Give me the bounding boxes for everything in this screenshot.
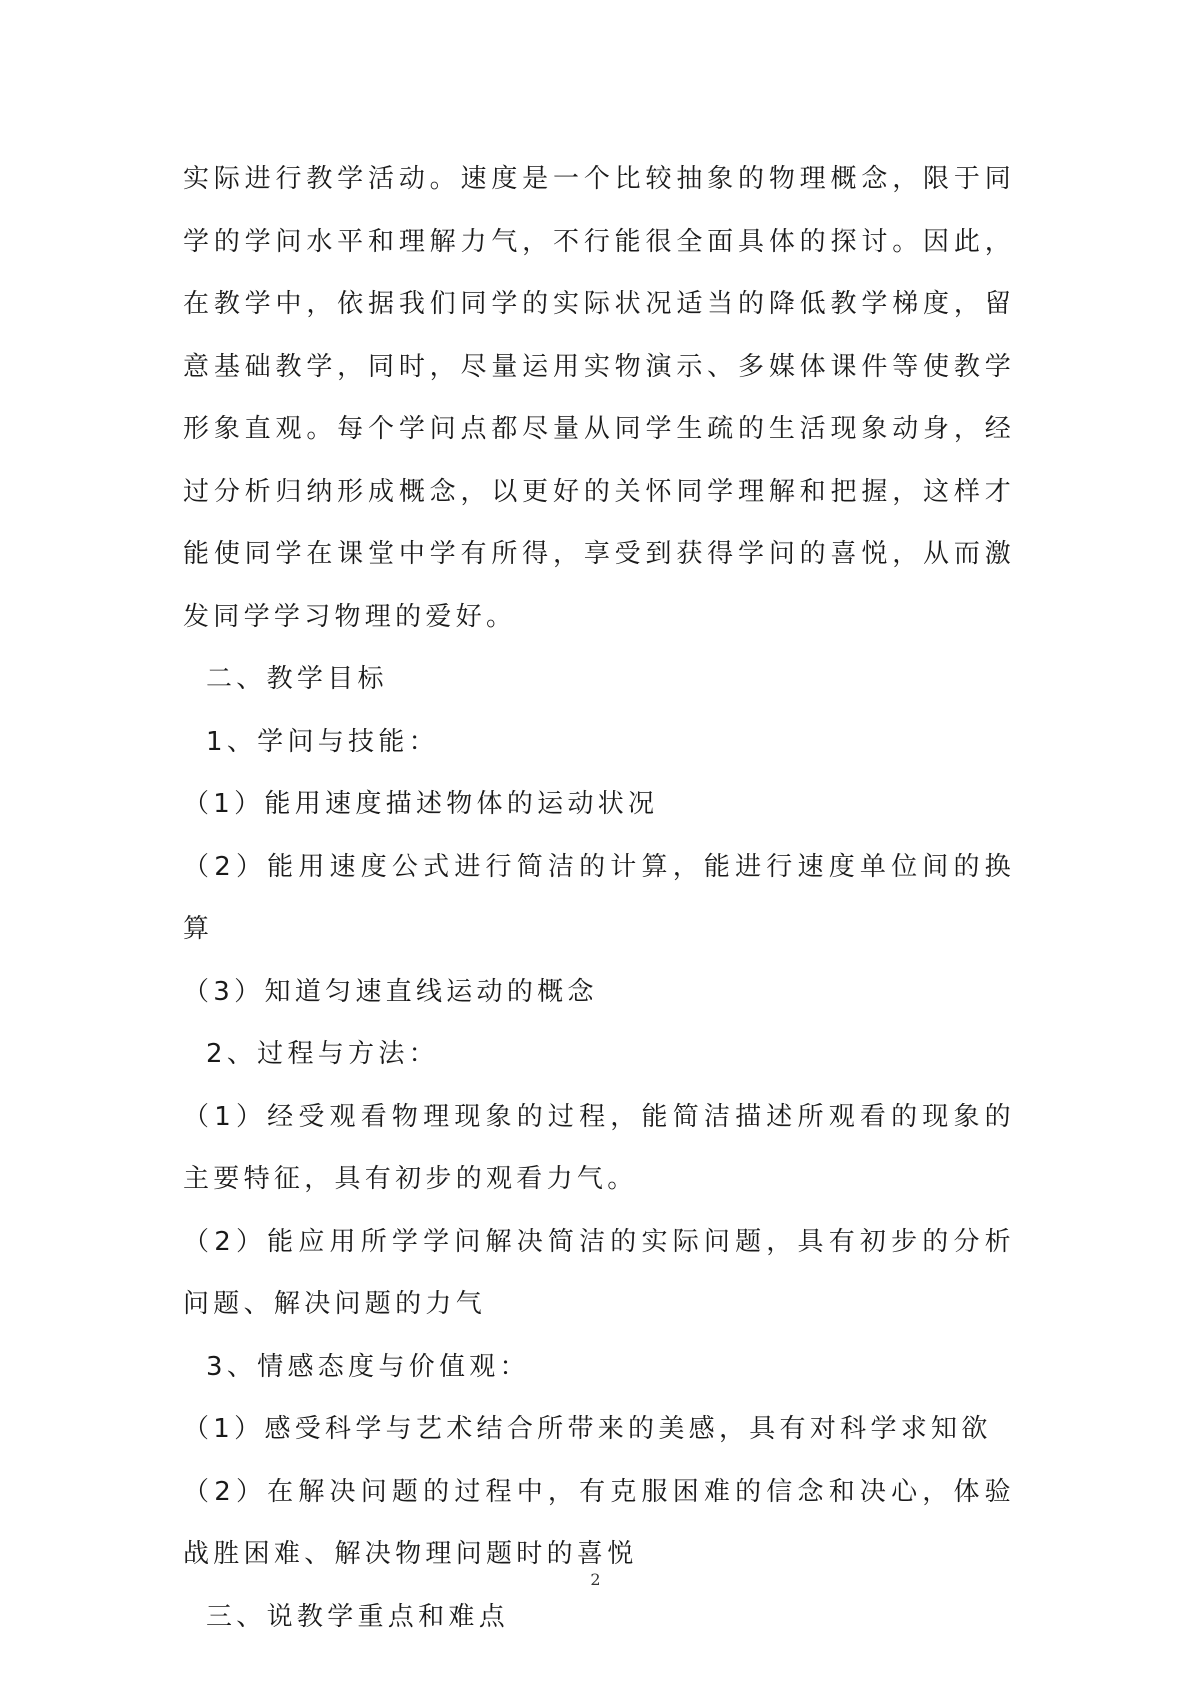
paragraph-intro-continuation: 实际进行教学活动。速度是一个比较抽象的物理概念，限于同学的学问水平和理解力气，不行能很全面具体的探讨。因此，在教学中，依据我们同学的实际状况适当的降低教学梯度，留意基础教学，同时，尽量运用实物演示、多媒体课件等使教学形象直观。每个学问点都尽量从同学生疏的生活现象动身，经过分析归纳形成概念，以更好的关怀同学理解和把握，这样才能使同学在课堂中学有所得，享受到获得学问的喜悦，从而激发同学学习物理的爱好。 [183,164,1015,632]
list-item: （2）能用速度公式进行简洁的计算，能进行速度单位间的换算 [183,851,1015,944]
heading-key-points-difficulties: 三、说教学重点和难点 [206,1601,510,1632]
subheading-process-methods: 2、过程与方法： [206,1039,439,1069]
list-item: （3）知道匀速直线运动的概念 [183,976,598,1007]
list-item: （2）能应用所学学问解决简洁的实际问题，具有初步的分析问题、解决问题的力气 [183,1226,1015,1319]
subheading-attitudes-values: 3、情感态度与价值观： [206,1351,530,1382]
body-text [183,148,1015,1648]
page-number: 2 [590,1570,601,1589]
list-item: （2）在解决问题的过程中，有克服困难的信念和决心，体验战胜困难、解决物理问题时的喜悦 [183,1476,1015,1569]
list-item: （1）经受观看物理现象的过程，能简洁描述所观看的现象的主要特征，具有初步的观看力气。 [183,1101,1015,1194]
list-item: （1）感受科学与艺术结合所带来的美感，具有对科学求知欲 [183,1414,992,1444]
heading-teaching-objectives: 二、教学目标 [206,664,388,694]
subheading-knowledge-skills: 1、学问与技能： [206,726,439,757]
list-item: （1）能用速度描述物体的运动状况 [183,789,659,819]
